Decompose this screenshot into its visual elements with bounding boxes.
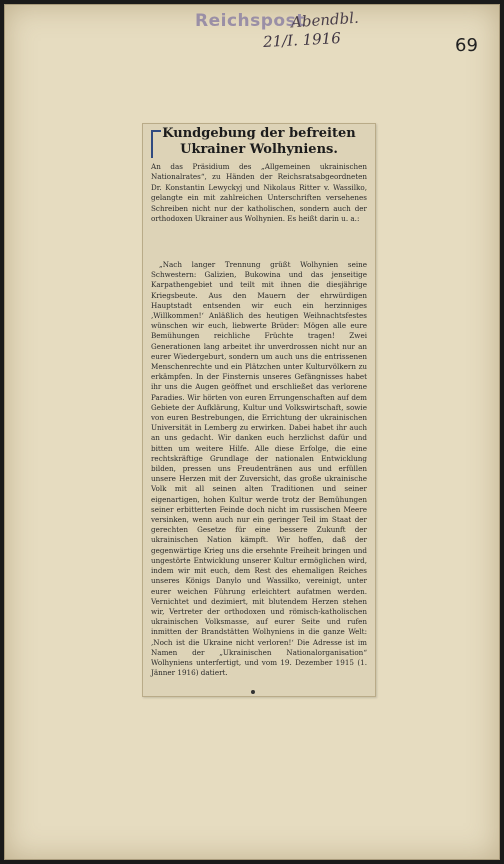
headline-line-1: Kundgebung der befreiten (162, 126, 356, 141)
page-number: 69 (455, 35, 478, 56)
handwritten-note: Abendbl. (290, 8, 360, 32)
headline-line-2: Ukrainer Wolhyniens. (180, 142, 338, 157)
article-body: „Nach langer Trennung grüßt Wolhynien seine Schwestern: Galizien, Bukowina und das jenseitige Karpathengebiet und teilt mit ihnen die diesjährige Kriegsbeute. Aus den Mauern der ehrwürdigen Hauptstadt entsenden wir euch ein herzinniges ‚Willkommen!‘ Anläßlich des heutigen Weihnachtsfestes wünschen wir euch, liebwerte Brüder: Mögen alle eure Bemühungen reichliche Früchte tragen! Zwei Generationen lang arbeitet ihr unverdrossen nicht nur an eurer Wiedergeburt, sondern um auch uns die entrissenen Menschenrechte und ein Plätzchen unter Kulturvölkern zu erkämpfen. In der Finsternis unseres Gefängnisses habet ihr uns die Augen geöffnet und erschließet das verlorene Paradies. Wir hörten von euren Errungenschaften auf dem Gebiete der Aufklärung, Kultur und Volkswirtschaft, sowie von euren Bestrebungen, die Errichtung der ukrainischen Universität in Lemberg zu erwirken. Dabei habet ihr auch an uns gedacht. Wir danken euch herzlichst dafür und bitten um weitere Hilfe. Alle diese Erfolge, die eine rechtskräftige Grundlage der nationalen Entwicklung bilden, pressen uns Freudentränen aus und erfüllen unsere Herzen mit der Zuversicht, das große ukrainische Volk mit all seinen alten Traditionen und seiner eigenartigen, hohen Kultur werde trotz der Bemühungen seiner erbitterten Feinde doch nicht im russischen Meere versinken, wenn auch nur ein geringer Teil im Staat der gerechten Gesetze für eine bessere Zukunft der ukrainischen Nation kämpft. Wir hoffen, daß der gegenwärtige Krieg uns die ersehnte Freiheit bringen und ungestörte Entwicklung unserer Kultur ermöglichen wird, indem wir mit euch, dem Rest des ehemaligen Reiches unseres Königs Danylo und Wassilko, vereinigt, unter eurer weichen Führung erleichtert aufatmen werden. Vernichtet und dezimiert, mit blutendem Herzen stehen wir, Vertreter der orthodoxen und römisch-katholischen ukrainischen Volksmasse, auf eurer Seite und rufen inmitten der Brandstätten Wolhyniens in die ganze Welt: ‚Noch ist die Ukraine nicht verloren!‘ Die Adresse ist im Namen der „Ukrainischen Nationalorganisation“ Wolhyniens unterfertigt, und vom 19. Dezember 1915 (1. Jänner 1916) datiert. (151, 260, 367, 678)
newspaper-stamp: Reichspost (195, 11, 305, 31)
article-intro: An das Präsidium des „Allgemeinen ukrainischen Nationalrates“, zu Händen der Reichsratsabgeordneten Dr. Konstantin Lewyckyj und Nikolaus Ritter v. Wassilko, gelangte ein mit zahlreichen Unterschriften versehenes Schreiben nicht nur der katholischen, sondern auch der orthodoxen Ukrainer aus Wolhynien. Es heißt darin u. a.: (151, 162, 367, 224)
end-mark (251, 690, 255, 694)
newspaper-clipping (142, 123, 376, 697)
archive-sheet (4, 4, 500, 860)
handwritten-date: 21/I. 1916 (262, 28, 342, 52)
article-headline (143, 126, 375, 158)
